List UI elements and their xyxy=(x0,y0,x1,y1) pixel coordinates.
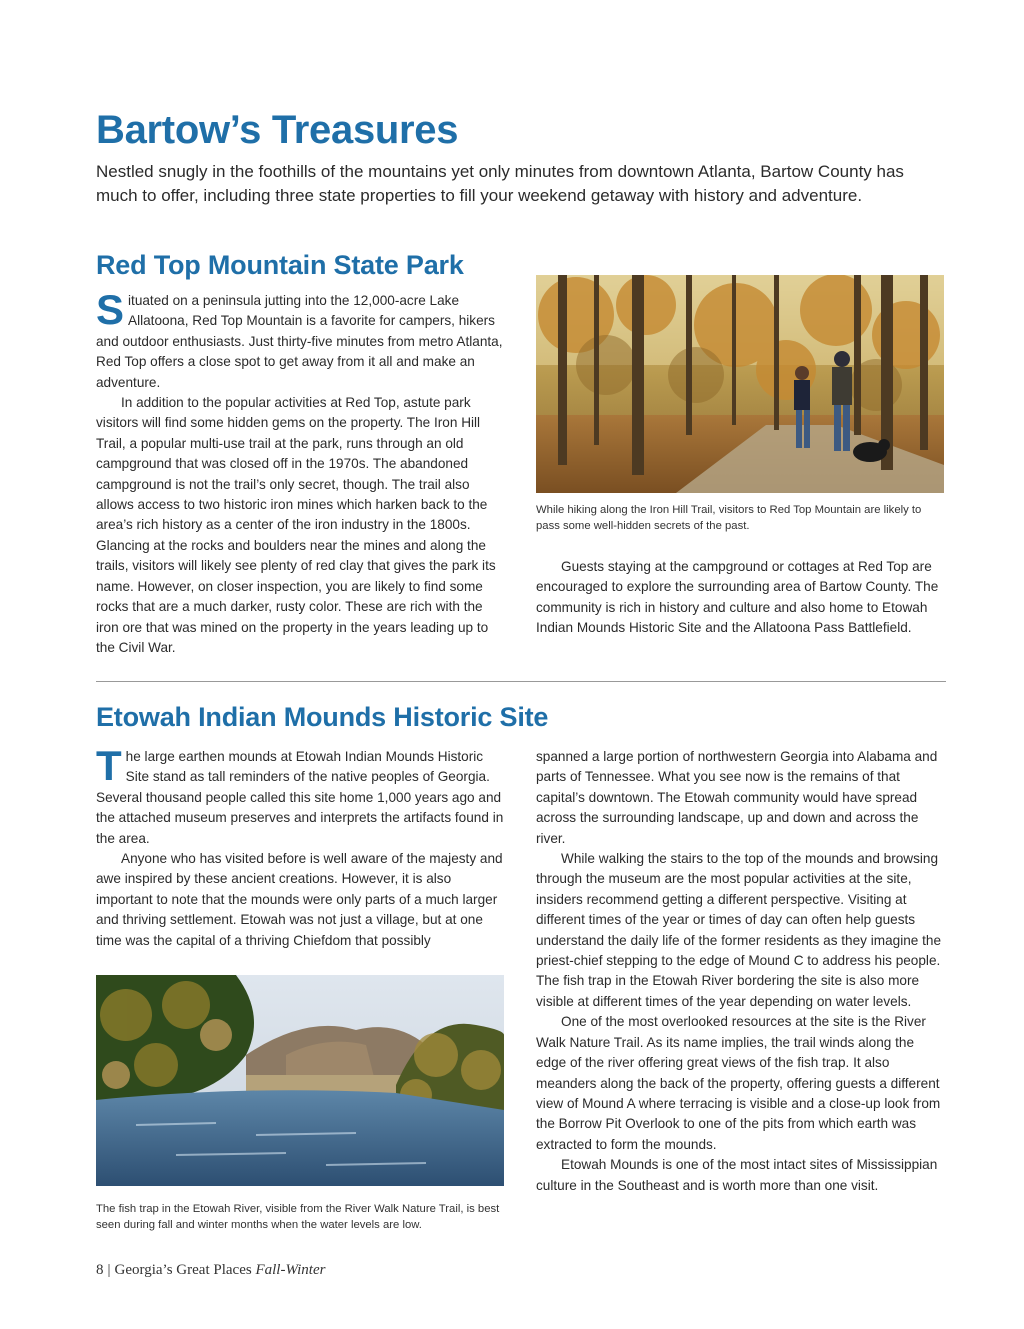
red-top-paragraph-1: ituated on a peninsula jutting into the 12,000-acre Lake Allatoona, Red Top Mountain is a favorite for campers, hikers and outdoor enthusiasts. Just thirty-five minutes from metro Atlanta, Red Top offers a close spot to get away from it all and make an adventure. xyxy=(96,293,503,390)
page-footer xyxy=(96,1262,325,1279)
page-number: 8 xyxy=(96,1262,104,1278)
etowah-right-paragraph-3: One of the most overlooked resources at the site is the River Walk Nature Trail. As its name implies, the trail winds along the edge of the river offering great views of the fish trap. It also meanders along the back of the property, offering guests a different view of Mound A where terracing is visible and a close-up look from the Borrow Pit Overlook to one of the pits from which earth was extracted to form the mounds. xyxy=(536,1014,941,1152)
dropcap-t: T xyxy=(96,742,122,789)
etowah-right-paragraph-1: spanned a large portion of northwestern Georgia into Alabama and parts of Tennessee. What you see now is the remains of that capital’s downtown. The Etowah community would have spread across the surrounding landscape, up and down and across the river. xyxy=(536,749,938,846)
section-heading-etowah: Etowah Indian Mounds Historic Site xyxy=(96,702,549,732)
etowah-right-paragraph-4: Etowah Mounds is one of the most intact sites of Mississippian culture in the Southeast and is worth more than one visit. xyxy=(536,1157,938,1193)
forest-trail-photo xyxy=(536,275,944,493)
page-title: Bartow’s Treasures xyxy=(96,108,459,152)
etowah-right-paragraph-2: While walking the stairs to the top of the mounds and browsing through the museum are the most popular activities at the site, insiders recommend getting a different perspective. Visiting at different times of the year or times of day can often help guests understand the daily life of the former residents as they imagine the priest-chief stepping to the edge of Mound C to address his people. The fish trap in the Etowah River bordering the site is also more visible at different times of the year depending on water levels. xyxy=(536,851,942,1009)
intro-paragraph: Nestled snugly in the foothills of the mountains yet only minutes from downtown Atlanta, Bartow County has much to offer, including three state properties to fill your weekend getaway with history and adventure. xyxy=(96,162,904,205)
dropcap-s: S xyxy=(96,286,125,333)
etowah-paragraph-2: Anyone who has visited before is well aware of the majesty and awe inspired by these ancient creations. However, it is also important to note that the mounds were only parts of a much larger and thriving settlement. Etowah was not just a village, but at one time was the capital of a thriving Chiefdom that possibly xyxy=(96,851,503,948)
red-top-left-column xyxy=(96,286,508,658)
photo-caption-forest: While hiking along the Iron Hill Trail, visitors to Red Top Mountain are likely to pass some well-hidden secrets of the past. xyxy=(536,504,922,532)
etowah-right-column xyxy=(536,747,946,1196)
river-fish-trap-photo xyxy=(96,975,504,1186)
publication-name: Georgia’s Great Places xyxy=(114,1262,252,1278)
issue-name: Fall-Winter xyxy=(255,1262,326,1278)
section-heading-red-top: Red Top Mountain State Park xyxy=(96,250,464,280)
etowah-left-column xyxy=(96,742,506,951)
red-top-right-column xyxy=(536,557,944,639)
red-top-paragraph-3: Guests staying at the campground or cottages at Red Top are encouraged to explore the surrounding area of Bartow County. The community is rich in history and culture and also home to Etowah Indian Mounds Historic Site and the Allatoona Pass Battlefield. xyxy=(536,559,939,636)
etowah-paragraph-1: he large earthen mounds at Etowah Indian Mounds Historic Site stand as tall reminders of the native peoples of Georgia. Several thousand people called this site home 1,000 years ago and the attached museum preserves and interprets the artifacts found in the area. xyxy=(96,749,504,846)
section-divider xyxy=(96,681,946,682)
river-illustration xyxy=(96,975,504,1186)
red-top-paragraph-2: In addition to the popular activities at Red Top, astute park visitors will find some hidden gems on the property. The Iron Hill Trail, a popular multi-use trail at the park, runs through an old campground that was closed off in the 1970s. The abandoned campground is not the trail’s only secret, though. The trail also allows access to two historic iron mines which harken back to the area’s rich history as a center of the iron industry in the 1800s. Glancing at the rocks and boulders near the mines and along the trails, visitors will likely see plenty of red clay that gives the park its name. However, on closer inspection, you are likely to find some rocks that are a much darker, rusty color. These are rich with the iron ore that was mined on the property in the years leading up to the Civil War. xyxy=(96,395,496,655)
footer-separator: | xyxy=(107,1262,111,1278)
forest-trail-illustration xyxy=(536,275,944,493)
photo-caption-river: The fish trap in the Etowah River, visible from the River Walk Nature Trail, is best seen during fall and winter months when the water levels are low. xyxy=(96,1203,500,1231)
